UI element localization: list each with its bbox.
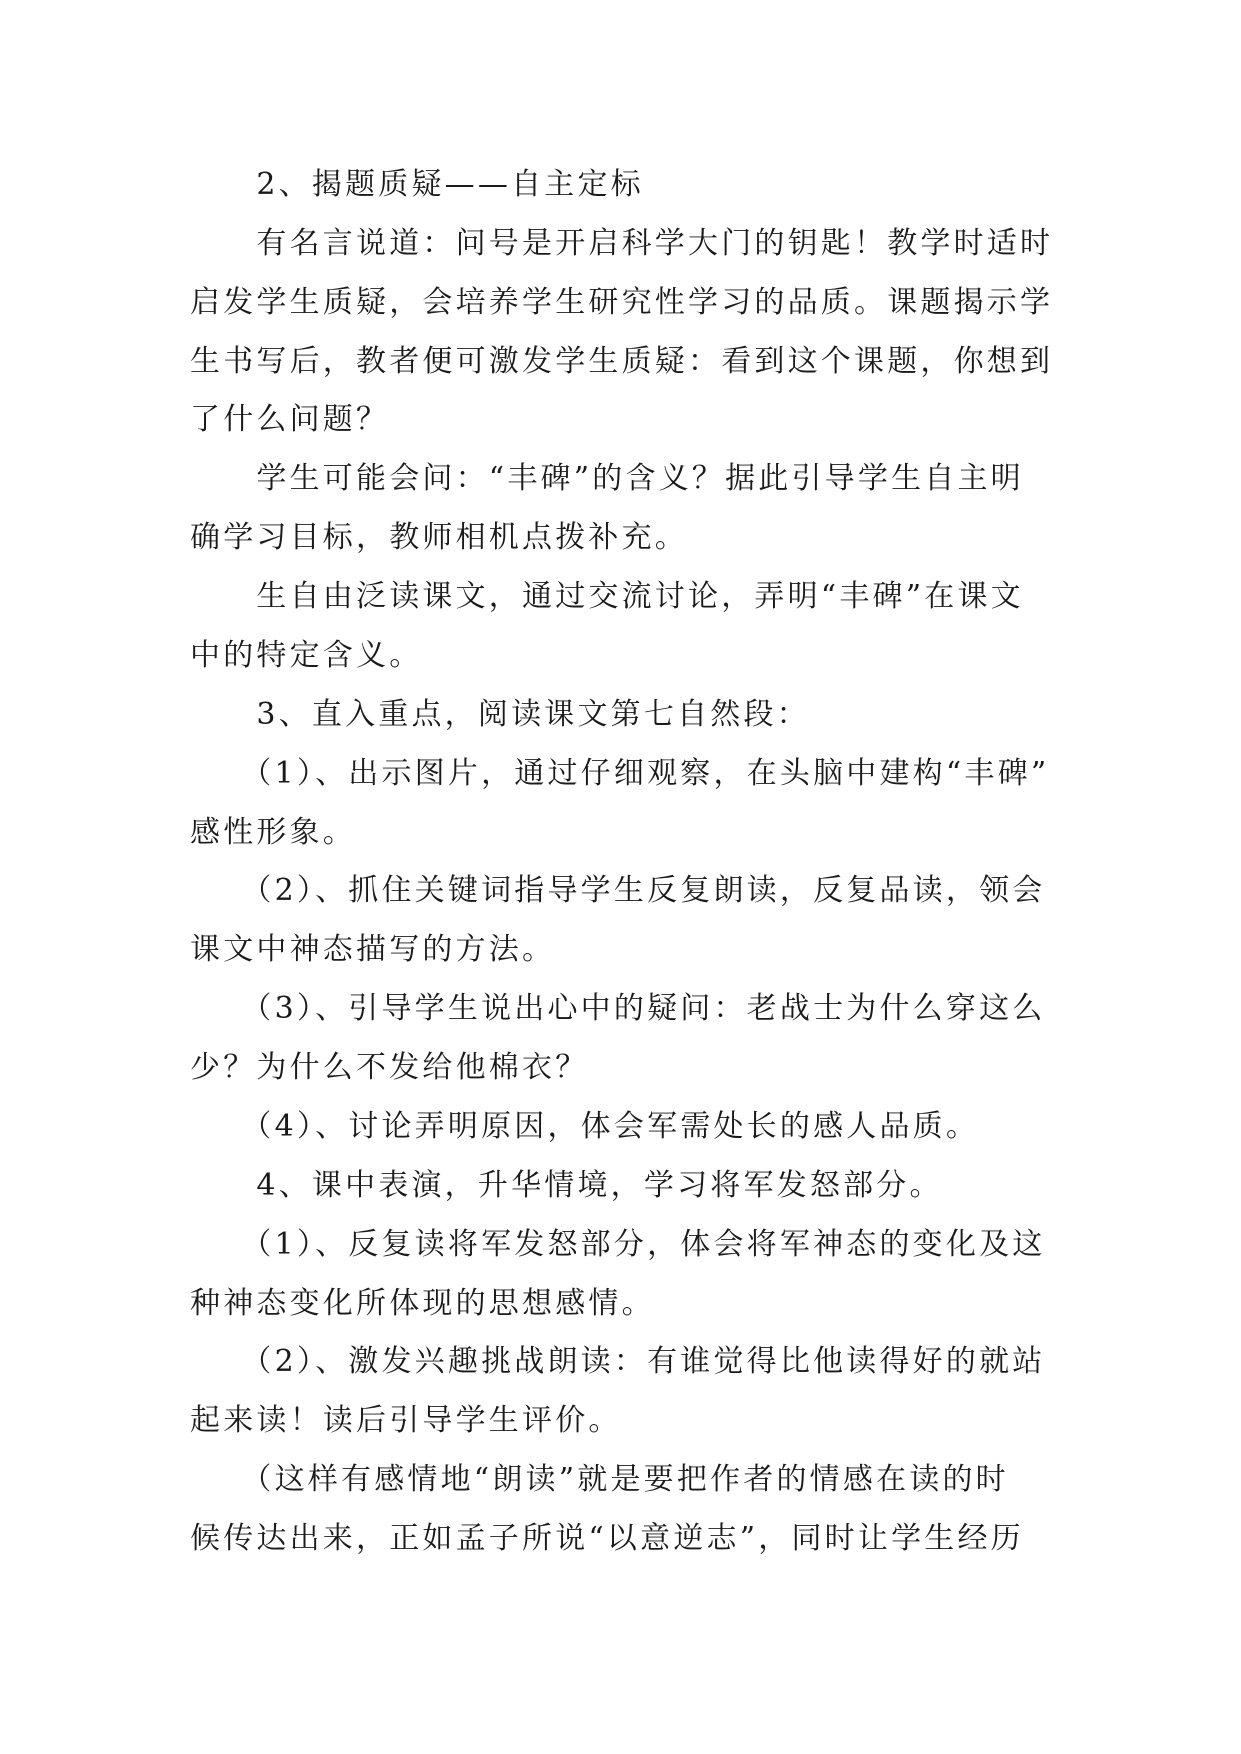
- text-line: 确学习目标，教师相机点拨补充。: [190, 520, 688, 555]
- text-line: 4、课中表演，升华情境，学习将军发怒部分。: [190, 1168, 943, 1203]
- text-line: （1）、反复读将军发怒部分，体会将军神态的变化及这: [190, 1227, 1046, 1262]
- text-line: 启发学生质疑，会培养学生研究性学习的品质。课题揭示学: [190, 285, 1054, 320]
- text-line: 种神态变化所体现的思想感情。: [190, 1286, 655, 1321]
- text-line: （2）、激发兴趣挑战朗读：有谁觉得比他读得好的就站: [190, 1344, 1046, 1379]
- text-line: 学生可能会问：“丰碑”的含义？据此引导学生自主明: [190, 461, 1024, 496]
- text-line: 少？为什么不发给他棉衣？: [190, 1050, 589, 1085]
- text-line: （4）、讨论弄明原因，体会军需处长的感人品质。: [190, 1109, 980, 1144]
- text-line: 感性形象。: [190, 815, 356, 850]
- text-line: 中的特定含义。: [190, 638, 423, 673]
- text-line: 起来读！读后引导学生评价。: [190, 1403, 622, 1438]
- text-line: （1）、出示图片，通过仔细观察，在头脑中建构“丰碑”: [190, 756, 1050, 791]
- text-line: 课文中神态描写的方法。: [190, 932, 556, 967]
- text-line: （3）、引导学生说出心中的疑问：老战士为什么穿这么: [190, 991, 1046, 1026]
- text-line: 生书写后，教者便可激发学生质疑：看到这个课题，你想到: [190, 344, 1054, 379]
- text-line: （2）、抓住关键词指导学生反复朗读，反复品读，领会: [190, 873, 1046, 908]
- text-line: 3、直入重点，阅读课文第七自然段：: [190, 697, 810, 732]
- text-line: 有名言说道：问号是开启科学大门的钥匙！教学时适时: [190, 226, 1054, 261]
- text-line: 生自由泛读课文，通过交流讨论，弄明“丰碑”在课文: [190, 579, 1024, 614]
- text-line: 候传达出来，正如孟子所说“以意逆志”，同时让学生经历: [190, 1521, 1024, 1556]
- text-line: 2、揭题质疑——自主定标: [190, 167, 644, 202]
- text-line: 了什么问题？: [190, 402, 390, 437]
- text-line: （这样有感情地“朗读”就是要把作者的情感在读的时: [190, 1462, 1009, 1497]
